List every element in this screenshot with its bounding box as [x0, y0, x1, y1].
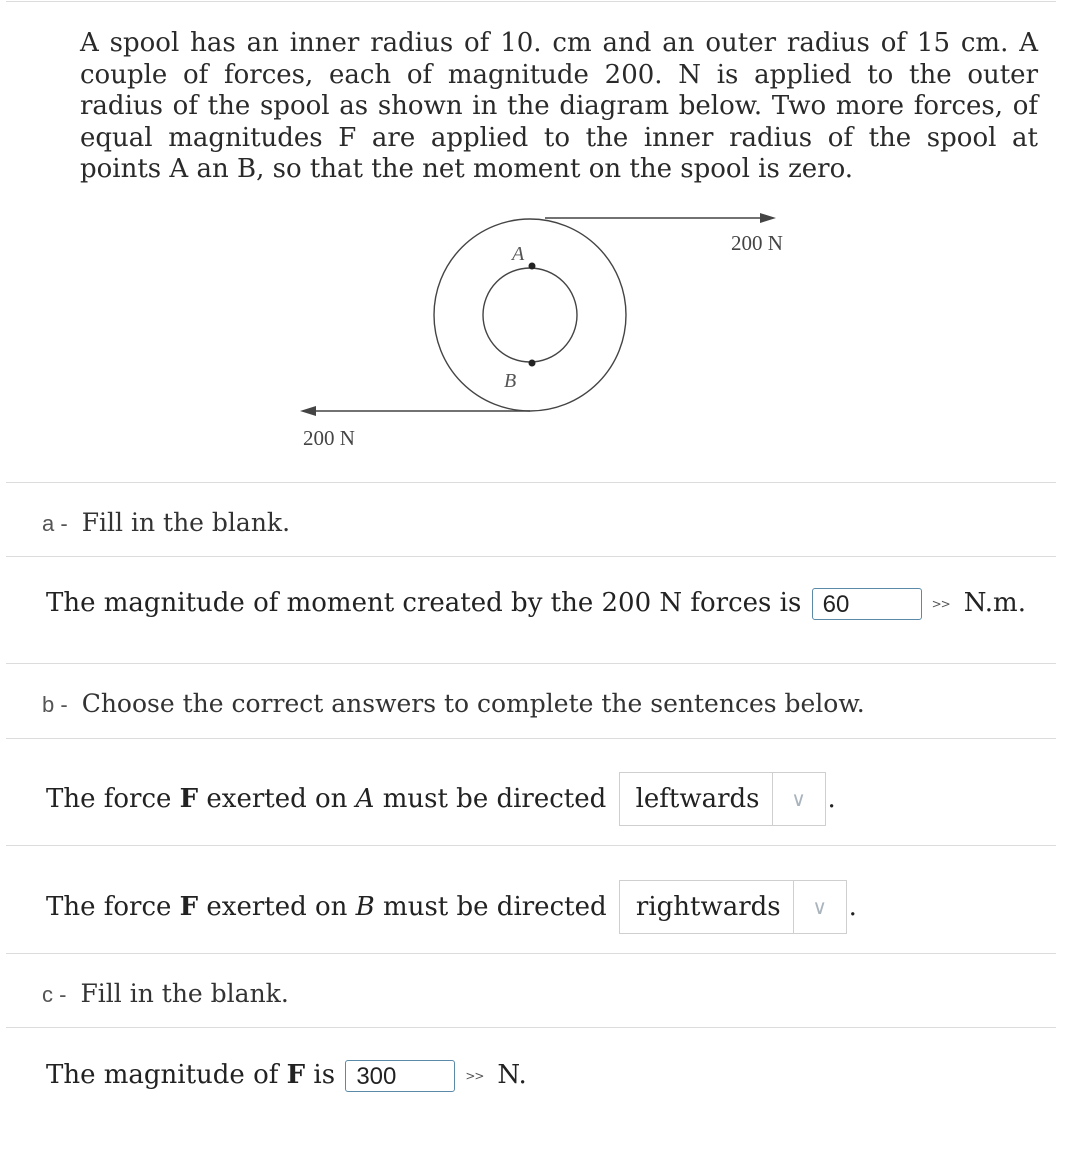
- part-a-sentence: [46, 588, 1026, 620]
- direction-select-a-value: leftwards: [620, 773, 773, 825]
- direction-select-b[interactable]: [619, 880, 847, 934]
- spool-inner-circle: [483, 268, 577, 362]
- part-b-header: [42, 689, 865, 718]
- part-a-letter: a: [42, 511, 55, 536]
- top-force-label: 200 N: [731, 231, 783, 255]
- sentence-text: The force F exerted on A must be directed: [46, 784, 607, 814]
- divider: [6, 663, 1056, 664]
- divider: [6, 556, 1056, 557]
- double-chevron-right-icon[interactable]: >>: [465, 1069, 484, 1083]
- chevron-down-icon[interactable]: ∨: [812, 895, 827, 919]
- divider: [6, 953, 1056, 954]
- spool-diagram: [290, 200, 810, 460]
- chevron-down-icon[interactable]: ∨: [791, 787, 806, 811]
- part-b-letter: b: [42, 692, 55, 717]
- part-c-answer-input[interactable]: 300: [345, 1060, 455, 1092]
- point-a-dot: [529, 263, 536, 270]
- part-b-dash: -: [54, 692, 68, 717]
- part-c-unit: N.: [497, 1060, 527, 1090]
- part-c-instruction: Fill in the blank.: [80, 979, 289, 1008]
- part-a-dash: -: [54, 511, 68, 536]
- divider: [6, 482, 1056, 483]
- point-b-dot: [529, 360, 536, 367]
- part-b-sentence-1: [46, 772, 836, 826]
- top-divider: [6, 1, 1056, 2]
- part-c-dash: -: [53, 982, 67, 1007]
- divider: [6, 845, 1056, 846]
- point-b-label: B: [504, 370, 517, 392]
- part-c-sentence: [46, 1060, 527, 1092]
- part-a-answer-input[interactable]: 60: [812, 588, 922, 620]
- part-c-sentence-text: The magnitude of F is: [46, 1060, 336, 1090]
- part-a-header: [42, 508, 290, 537]
- part-a-unit: N.m.: [963, 588, 1026, 618]
- direction-select-b-value: rightwards: [620, 881, 794, 933]
- spool-outer-circle: [434, 219, 626, 411]
- part-a-instruction: Fill in the blank.: [81, 508, 291, 537]
- top-force-arrowhead: [760, 213, 776, 223]
- sentence-period: .: [827, 784, 836, 814]
- part-b-sentence-2: [46, 880, 857, 934]
- divider: [6, 1027, 1056, 1028]
- part-b-instruction: Choose the correct answers to complete the sentences below.: [81, 689, 865, 718]
- sentence-text: The force F exerted on B must be directed: [46, 892, 607, 922]
- double-chevron-right-icon[interactable]: >>: [931, 597, 950, 611]
- part-c-letter: c: [42, 982, 53, 1007]
- part-a-sentence-text: The magnitude of moment created by the 200 N forces is: [46, 588, 802, 618]
- part-c-header: [42, 979, 289, 1008]
- bottom-force-label: 200 N: [303, 426, 355, 450]
- direction-select-a[interactable]: [619, 772, 826, 826]
- problem-statement: A spool has an inner radius of 10. cm and an outer radius of 15 cm. A couple of forces, each of magnitude 200. N is applied to the outer radius of the spool as shown in the diagram below. Two more forces, of equal magnitudes F are applied to the inner radius of the spool at points A an B, so that the net moment on the spool is zero.: [80, 28, 1038, 184]
- bottom-force-arrowhead: [300, 406, 316, 416]
- sentence-period: .: [848, 892, 857, 922]
- point-a-label: A: [512, 243, 525, 265]
- divider: [6, 738, 1056, 739]
